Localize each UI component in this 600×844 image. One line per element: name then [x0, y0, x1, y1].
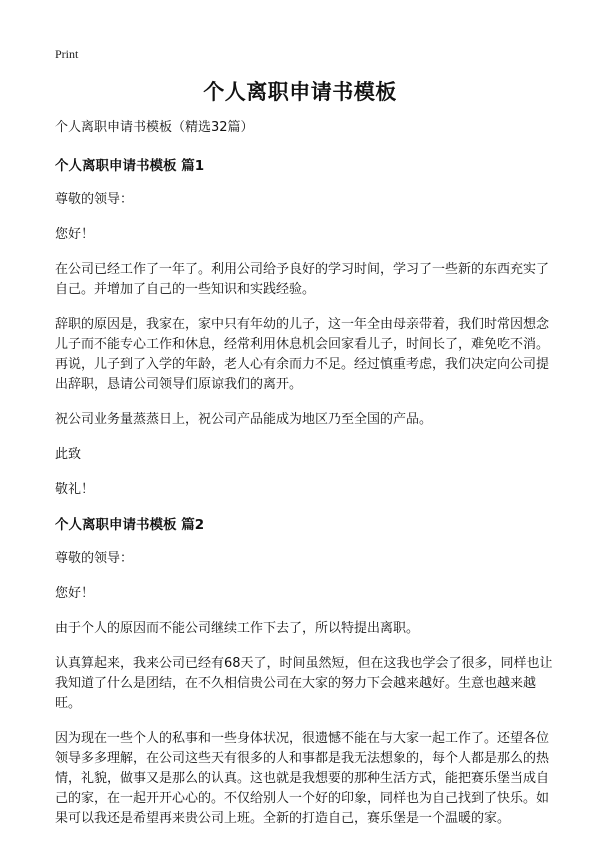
section-heading: 个人离职申请书模板 篇2: [55, 517, 205, 533]
print-link[interactable]: Print: [55, 47, 79, 61]
body-paragraph: 祝公司业务量蒸蒸日上，祝公司产品能成为地区乃至全国的产品。: [55, 412, 433, 427]
body-paragraph: 辞职的原因是，我家在，家中只有年幼的儿子，这一年全由母亲带着，我们时常因想念儿子而不能专心工作和休息，经常利用休息机会回家看儿子，时间长了，难免吃不消。再说，儿子到了入学的年龄，老人心有余而力不足。经过慎重考虑，我们决定向公司提出辞职，恳请公司领导们原谅我们的离开。: [55, 317, 550, 392]
document-title: 个人离职申请书模板: [203, 80, 397, 104]
salutation: 尊敬的领导：: [55, 551, 134, 566]
document-body: [55, 118, 555, 844]
closing-line: 敬礼！: [55, 482, 95, 497]
body-paragraph: 由于个人的原因而不能公司继续工作下去了，所以特提出离职。: [55, 621, 420, 636]
section-1: [55, 156, 555, 500]
greeting: 您好！: [55, 586, 95, 601]
body-paragraph: 认真算起来，我来公司已经有68天了，时间虽然短，但在这我也学会了很多，同样也让我知道了什么是团结，在不久相信贵公司在大家的努力下会越来越好。生意也越来越旺。: [55, 656, 553, 711]
body-paragraph: 因为现在一些个人的私事和一些身体状况，很遗憾不能在与大家一起工作了。还望各位领导多多理解，在公司这些天有很多的人和事都是我无法想象的，每个人都是那么的热情，礼貌，做事又是那么的认真。这也就是我想要的那种生活方式，能把赛乐堡当成自己的家，在一起开开心心的。不仅给别人一个好的印象，同样也为自己找到了快乐。如果可以我还是希望再来贵公司上班。全新的打造自己，赛乐堡是一个温暖的家。: [55, 731, 550, 826]
section-heading: 个人离职申请书模板 篇1: [55, 158, 205, 174]
body-paragraph: 在公司已经工作了一年了。利用公司给予良好的学习时间，学习了一些新的东西充实了自己。并增加了自己的一些知识和实践经验。: [55, 262, 550, 297]
section-2: [55, 515, 555, 829]
document-subtitle: 个人离职申请书模板（精选32篇）: [55, 120, 254, 135]
greeting: 您好！: [55, 227, 95, 242]
salutation: 尊敬的领导：: [55, 192, 134, 207]
closing-line: 此致: [55, 447, 82, 462]
